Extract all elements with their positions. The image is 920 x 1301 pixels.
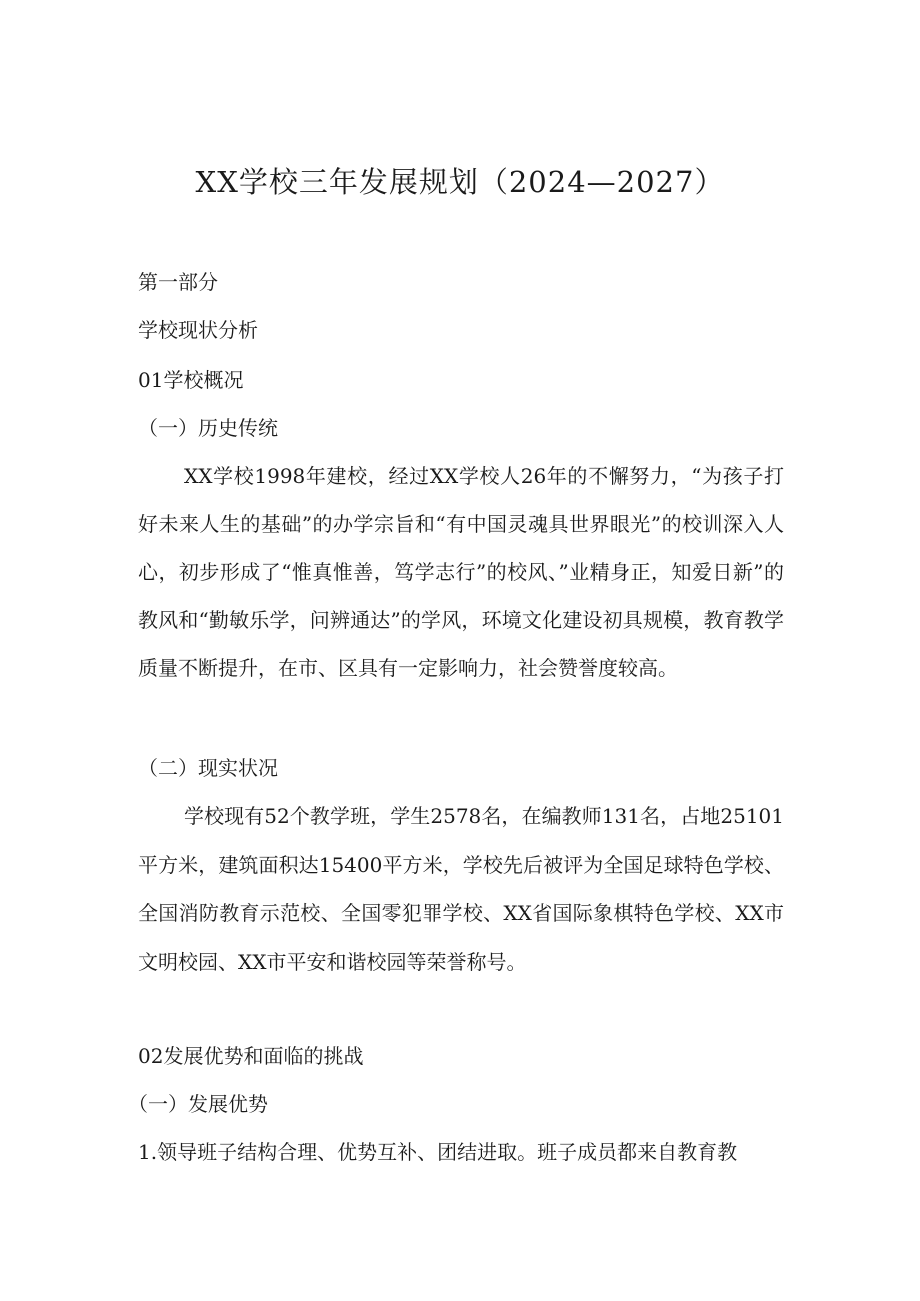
section-heading-02: 02发展优势和面临的挑战	[138, 1044, 364, 1068]
part-label: 第一部分	[138, 270, 218, 294]
subsection-heading-current: （二）现实状况	[138, 756, 278, 780]
part-title: 学校现状分析	[138, 318, 258, 342]
subsection-heading-advantages: （一）发展优势	[128, 1092, 268, 1116]
subsection-heading-history: （一）历史传统	[138, 416, 278, 440]
list-item-1: 1.领导班子结构合理、优势互补、团结进取。班子成员都来自教育教	[138, 1140, 738, 1164]
paragraph-history: XX学校1998年建校，经过XX学校人26年的不懈努力，“为孩子打好未来人生的基础”的办学宗旨和“有中国灵魂具世界眼光”的校训深入人心，初步形成了“惟真惟善，笃学志行”的校风、”业精身正，知爱日新”的教风和“勤敏乐学，问辨通达”的学风，环境文化建设初具规模，教育教学质量不断提升，在市、区具有一定影响力，社会赞誉度较高。	[138, 464, 784, 680]
document-title: XX学校三年发展规划（2024—2027）	[195, 165, 725, 199]
paragraph-current: 学校现有52个教学班，学生2578名，在编教师131名，占地25101平方米，建筑面积达15400平方米，学校先后被评为全国足球特色学校、全国消防教育示范校、全国零犯罪学校、XX省国际象棋特色学校、XX市文明校园、XX市平安和谐校园等荣誉称号。	[138, 804, 784, 974]
section-heading-01: 01学校概况	[138, 368, 244, 392]
